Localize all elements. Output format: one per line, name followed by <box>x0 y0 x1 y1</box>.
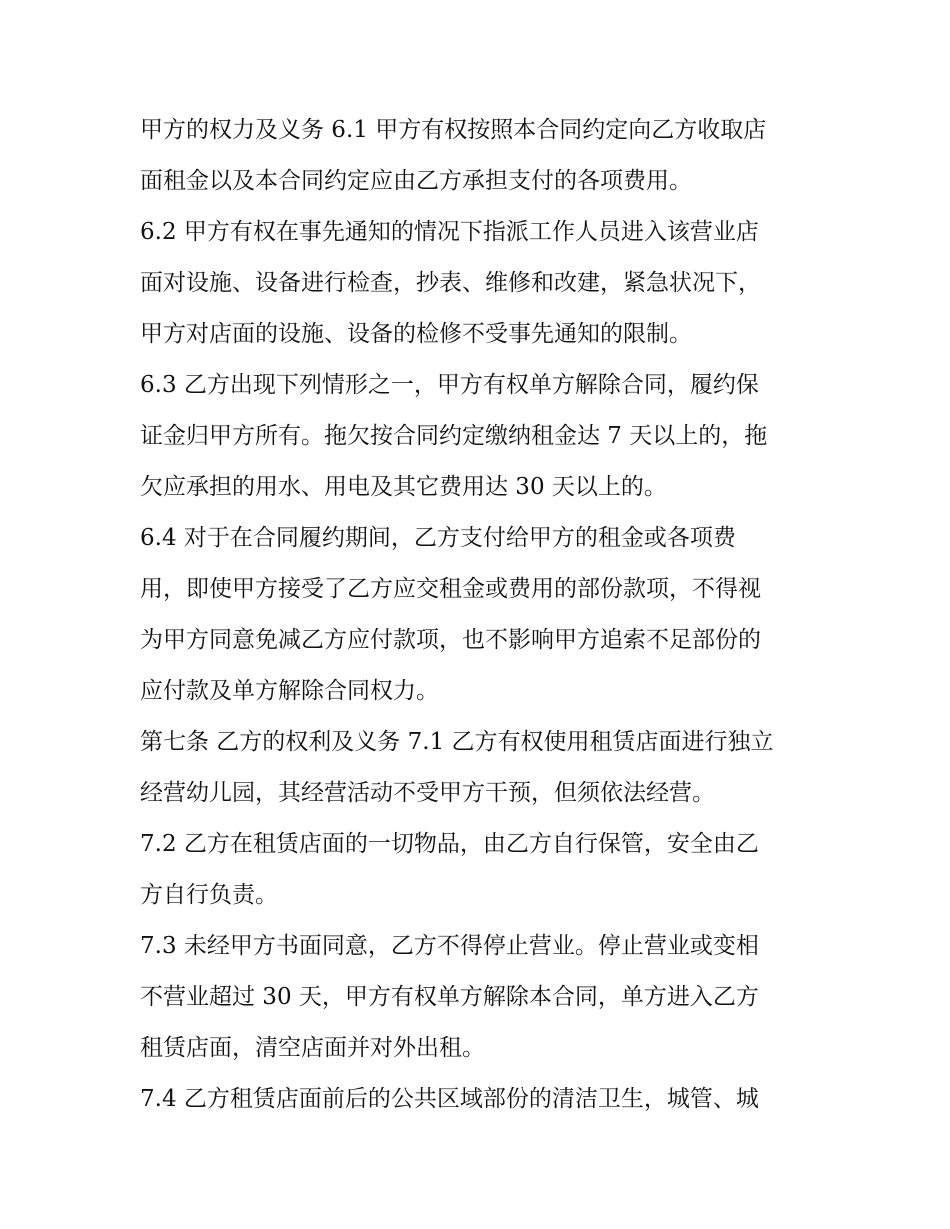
text-line: 6.4 对于在合同履约期间，乙方支付给甲方的租金或各项费 <box>140 525 736 551</box>
text-line: 7.3 未经甲方书面同意，乙方不得停止营业。停止营业或变相 <box>140 933 759 959</box>
text-line: 面租金以及本合同约定应由乙方承担支付的各项费用。 <box>140 168 692 194</box>
text-line: 欠应承担的用水、用电及其它费用达 30 天以上的。 <box>140 474 667 500</box>
text-line: 租赁店面，清空店面并对外出租。 <box>140 1035 485 1061</box>
text-line: 应付款及单方解除合同权力。 <box>140 678 439 704</box>
text-line: 第七条 乙方的权利及义务 7.1 乙方有权使用租赁店面进行独立 <box>140 729 774 755</box>
text-line: 为甲方同意免减乙方应付款项，也不影响甲方追索不足部份的 <box>140 627 761 653</box>
text-line: 7.4 乙方租赁店面前后的公共区域部份的清洁卫生，城管、城 <box>140 1086 759 1112</box>
text-line: 6.3 乙方出现下列情形之一，甲方有权单方解除合同，履约保 <box>140 372 759 398</box>
text-line: 方自行负责。 <box>140 882 278 908</box>
text-line: 经营幼儿园，其经营活动不受甲方干预，但须依法经营。 <box>140 780 715 806</box>
text-line: 6.2 甲方有权在事先通知的情况下指派工作人员进入该营业店 <box>140 219 759 245</box>
text-line: 7.2 乙方在租赁店面的一切物品，由乙方自行保管，安全由乙 <box>140 831 759 857</box>
text-line: 证金归甲方所有。拖欠按合同约定缴纳租金达 7 天以上的，拖 <box>140 423 768 449</box>
document-body <box>140 108 820 1128</box>
text-line: 甲方对店面的设施、设备的检修不受事先通知的限制。 <box>140 321 692 347</box>
text-line: 面对设施、设备进行检查，抄表、维修和改建，紧急状况下， <box>140 270 761 296</box>
text-line: 甲方的权力及义务 6.1 甲方有权按照本合同约定向乙方收取店 <box>140 117 767 143</box>
text-line: 不营业超过 30 天，甲方有权单方解除本合同，单方进入乙方 <box>140 984 759 1010</box>
text-line: 用，即使甲方接受了乙方应交租金或费用的部份款项，不得视 <box>140 576 761 602</box>
